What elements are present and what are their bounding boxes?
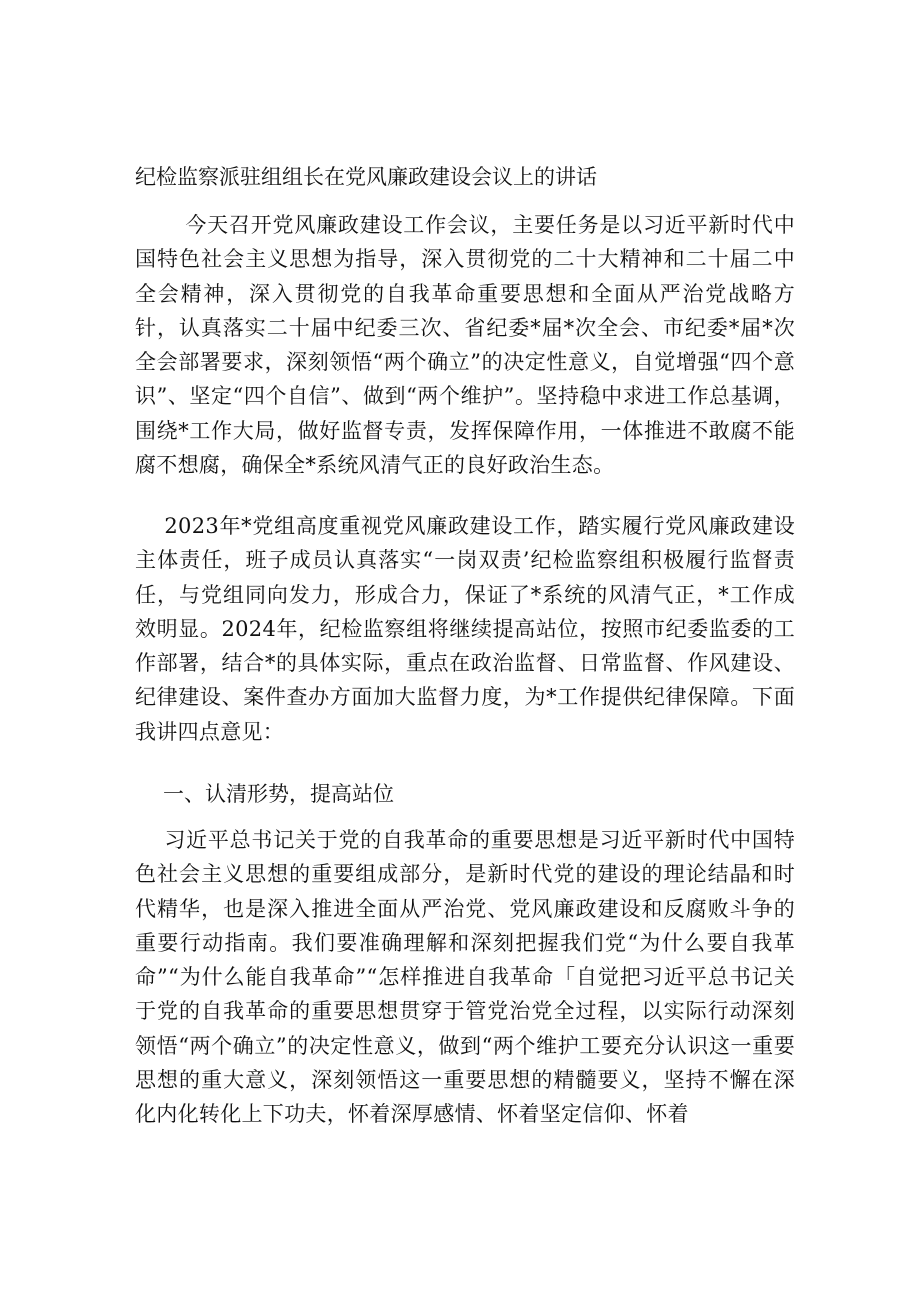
document-title: 纪检监察派驻组组长在党风廉政建设会议上的讲话 (135, 165, 597, 189)
section-heading: 一、认清形势，提高站位 (163, 782, 394, 806)
summary-paragraph: 2023年*党组高度重视党风廉政建设工作，踏实履行党风廉政建设主体责任，班子成员认真落实“一岗双责’纪检监察组积极履行监督责任，与党组同向发力，形成合力，保证了*系统的风清气正，*工作成效明显。2024年，纪检监察组将继续提高站位，按照市纪委监委的工作部署，结合*的具体实际，重点在政治监督、日常监督、作风建设、纪律建设、案件查办方面加大监督力度，为*工作提供纪律保障。下面我讲四点意见： (135, 514, 795, 744)
intro-paragraph: 今天召开党风廉政建设工作会议，主要任务是以习近平新时代中国特色社会主义思想为指导，深入贯彻党的二十大精神和二十届二中全会精神，深入贯彻党的自我革命重要思想和全面从严治党战略方针，认真落实二十届中纪委三次、省纪委*届*次全会、市纪委*届*次全会部署要求，深刻领悟“两个确立”的决定性意义，自觉增强“四个意识”、坚定“四个自信”、做到“两个维护”。坚持稳中求进工作总基调，围绕*工作大局，做好监督专责，发挥保障作用，一体推进不敢腐不能腐不想腐，确保全*系统风清气正的良好政治生态。 (135, 213, 795, 478)
section-paragraph: 习近平总书记关于党的自我革命的重要思想是习近平新时代中国特色社会主义思想的重要组成部分，是新时代党的建设的理论结晶和时代精华，也是深入推进全面从严治党、党风廉政建设和反腐败斗争的重要行动指南。我们要准确理解和深刻把握我们党“为什么要自我革命”“为什么能自我革命”“怎样推进自我革命「自觉把习近平总书记关于党的自我革命的重要思想贯穿于管党治党全过程，以实际行动深刻领悟“两个确立”的决定性意义，做到“两个维护工要充分认识这一重要思想的重大意义，深刻领悟这一重要思想的精髓要义，坚持不懈在深化内化转化上下功夫，怀着深厚感情、怀着坚定信仰、怀着 (135, 828, 795, 1127)
